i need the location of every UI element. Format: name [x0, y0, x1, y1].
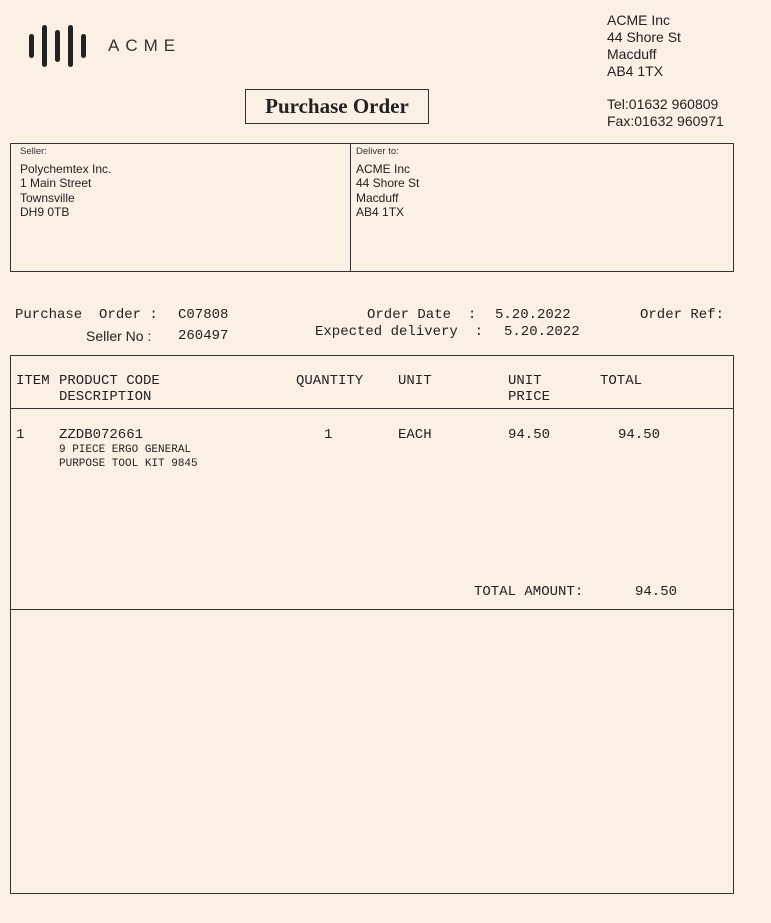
po-label: Purchase Order :: [15, 307, 158, 323]
deliver-to-caption: Deliver to:: [356, 146, 399, 157]
document-title: Purchase Order: [245, 89, 429, 124]
header-total: TOTAL: [600, 373, 643, 389]
company-name: ACME Inc: [607, 12, 671, 28]
header-unit-price-line2: PRICE: [508, 389, 551, 405]
seller-no-label: [86, 328, 151, 344]
row-quantity: 1: [324, 427, 333, 443]
company-address-line2: Macduff: [607, 46, 657, 62]
logo-mark-icon: [29, 25, 89, 67]
header-quantity: QUANTITY: [296, 373, 364, 389]
seller-postcode: DH9 0TB: [20, 205, 70, 219]
deliver-to-address-line1: 44 Shore St: [356, 176, 420, 190]
parties-box: [10, 143, 734, 272]
parties-divider: [350, 144, 351, 271]
order-date-label: Order Date :: [367, 307, 477, 323]
company-fax: Fax:01632 960971: [607, 113, 724, 129]
row-unit: EACH: [398, 427, 432, 443]
seller-no-value: 260497: [178, 328, 229, 344]
company-address: [607, 12, 681, 80]
header-item: ITEM: [16, 373, 50, 389]
header-unit-price-line1: UNIT: [508, 373, 542, 389]
row-description-line2: PURPOSE TOOL KIT 9845: [59, 458, 198, 470]
items-table: [10, 355, 734, 894]
header-divider: [11, 408, 733, 409]
po-value: C07808: [178, 307, 229, 323]
order-date-value: 5.20.2022: [495, 307, 571, 323]
deliver-to-name: ACME Inc: [356, 161, 411, 176]
company-contact: [607, 96, 724, 130]
seller-address-line1: 1 Main Street: [20, 176, 92, 190]
seller-no-label-text: Seller No :: [86, 328, 152, 344]
header-unit: UNIT: [398, 373, 432, 389]
row-item: 1: [16, 427, 25, 443]
seller-caption: Seller:: [20, 146, 47, 157]
row-total: 94.50: [618, 427, 661, 443]
expected-delivery-value: 5.20.2022: [504, 324, 580, 340]
seller-address-line2: Townsville: [20, 190, 75, 205]
header-description: DESCRIPTION: [59, 389, 152, 405]
company-postcode: AB4 1TX: [607, 63, 664, 79]
total-divider: [11, 609, 733, 610]
seller-name: Polychemtex Inc.: [20, 161, 112, 176]
row-product-code: ZZDB072661: [59, 427, 144, 443]
expected-delivery-label: Expected delivery :: [315, 324, 484, 340]
row-unit-price: 94.50: [508, 427, 551, 443]
total-amount-value: 94.50: [635, 584, 678, 600]
company-tel: Tel:01632 960809: [607, 96, 719, 112]
deliver-to-address-line2: Macduff: [356, 190, 399, 205]
deliver-to-postcode: AB4 1TX: [356, 205, 405, 219]
row-description-line1: 9 PIECE ERGO GENERAL: [59, 444, 192, 456]
total-amount-label: TOTAL AMOUNT:: [474, 584, 584, 600]
seller-block: [20, 145, 111, 220]
company-address-line1: 44 Shore St: [607, 29, 681, 45]
header-product-code: PRODUCT CODE: [59, 373, 160, 389]
order-ref-label: Order Ref:: [640, 307, 725, 323]
logo-text: ACME: [108, 36, 182, 55]
deliver-to-block: [356, 145, 419, 220]
